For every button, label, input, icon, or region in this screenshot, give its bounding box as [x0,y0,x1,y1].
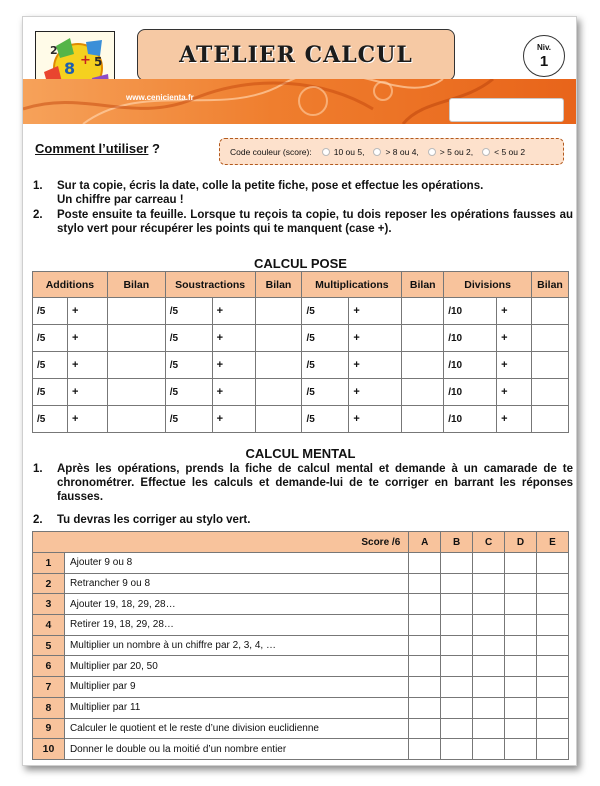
score-cell[interactable] [409,718,441,739]
score-cell[interactable] [473,697,505,718]
row-number: 6 [33,656,65,677]
table-row [33,677,569,698]
svg-text:2: 2 [50,44,58,57]
color-code-legend [219,138,564,165]
bilan-cell[interactable] [107,298,165,325]
legend-item-label: > 5 ou 2, [439,146,474,157]
score-cell[interactable] [441,635,473,656]
calcul-pose-table [32,271,569,433]
table-row [33,656,569,677]
score-cell: /5 [302,352,349,379]
plus-cell[interactable]: + [497,298,532,325]
row-label: Multiplier par 9 [64,677,408,698]
row-label: Ajouter 9 ou 8 [64,553,408,574]
instruction-number: 2. [33,209,43,221]
header-additions: Additions [33,272,108,298]
header-multiplications: Multiplications [302,272,402,298]
column-header: C [473,532,505,553]
row-label: Retrancher 9 ou 8 [64,573,408,594]
instruction-number: 1. [33,463,43,475]
score-cell[interactable] [537,739,569,760]
score-cell[interactable] [537,553,569,574]
score-cell[interactable] [409,635,441,656]
table-row [33,573,569,594]
legend-dot-icon [428,148,436,156]
score-cell[interactable] [505,739,537,760]
score-cell[interactable] [441,656,473,677]
score-cell[interactable] [409,697,441,718]
legend-item-label: 10 ou 5, [333,146,365,157]
plus-cell[interactable]: + [212,325,255,352]
score-cell[interactable] [473,739,505,760]
calcul-mental-title: CALCUL MENTAL [245,446,356,461]
table-row [33,697,569,718]
instruction-text: Après les opérations, prends la fiche de calcul mental et demande à un camarade de te chronométrer. Effectue les calculs et demande-lui de te corriger en barrant les réponses fausses. [57,463,573,503]
score-cell[interactable] [537,656,569,677]
plus-cell[interactable]: + [349,325,402,352]
row-label: Multiplier par 20, 50 [64,656,408,677]
instruction-item [33,208,573,236]
score-cell[interactable] [473,553,505,574]
row-number: 2 [33,573,65,594]
header-soustractions: Soustractions [165,272,255,298]
score-cell[interactable] [441,553,473,574]
legend-item-label: > 8 ou 4, [385,146,419,157]
plus-cell[interactable]: + [67,298,107,325]
score-cell[interactable] [537,635,569,656]
score-cell[interactable] [409,553,441,574]
howto-heading [35,141,160,156]
plus-cell[interactable]: + [212,298,255,325]
score-cell[interactable] [537,718,569,739]
score-cell: /5 [165,352,212,379]
score-cell: /10 [444,352,497,379]
table-row [33,739,569,760]
score-cell[interactable] [537,677,569,698]
header-bilan: Bilan [402,272,444,298]
score-cell[interactable] [409,573,441,594]
calcul-mental-table [32,531,569,760]
table-row [33,635,569,656]
bilan-cell[interactable] [255,325,302,352]
score-cell[interactable] [441,718,473,739]
howto-question-mark: ? [148,141,160,156]
plus-cell[interactable]: + [67,379,107,406]
legend-label: Code couleur (score): [230,146,312,157]
table-row [33,594,569,615]
column-header: E [537,532,569,553]
level-value: 1 [539,53,549,70]
instruction-item [33,513,573,527]
score-cell[interactable] [537,615,569,636]
score-cell: /10 [444,379,497,406]
plus-cell[interactable]: + [349,406,402,433]
plus-cell[interactable]: + [497,406,532,433]
legend-dot-icon [482,148,490,156]
score-cell: /5 [165,298,212,325]
bilan-cell[interactable] [402,298,444,325]
instruction-number: 1. [33,180,43,192]
row-label: Retirer 19, 18, 29, 28… [64,615,408,636]
score-cell[interactable] [441,739,473,760]
score-cell: /10 [444,298,497,325]
table-row [33,325,569,352]
plus-cell[interactable]: + [497,379,532,406]
score-cell[interactable] [441,573,473,594]
bilan-cell[interactable] [531,325,568,352]
bilan-cell[interactable] [402,406,444,433]
score-cell[interactable] [409,615,441,636]
svg-text:8: 8 [64,59,76,78]
score-cell[interactable] [441,615,473,636]
page-title: ATELIER CALCUL [179,42,413,68]
score-cell[interactable] [409,656,441,677]
score-cell[interactable] [505,656,537,677]
score-cell: /5 [33,298,68,325]
calcul-pose-title: CALCUL POSE [254,256,347,271]
table-row [33,379,569,406]
legend-dot-icon [373,148,381,156]
plus-cell[interactable]: + [212,352,255,379]
score-cell[interactable] [537,697,569,718]
score-cell[interactable] [505,677,537,698]
instruction-text: Poste ensuite ta feuille. Lorsque tu reçois ta copie, tu dois reposer les opérations fausses au stylo vert pour récupérer les points qui te manquent (case +). [57,209,573,235]
plus-cell[interactable]: + [67,325,107,352]
instruction-text: Tu devras les corriger au stylo vert. [57,514,251,526]
column-header: B [441,532,473,553]
name-field[interactable] [449,98,564,122]
instruction-number: 2. [33,514,43,526]
row-number: 10 [33,739,65,760]
bilan-cell[interactable] [107,325,165,352]
score-cell[interactable] [409,739,441,760]
plus-cell[interactable]: + [497,352,532,379]
instruction-item [33,179,573,207]
score-cell[interactable] [473,656,505,677]
row-number: 5 [33,635,65,656]
score-header: Score /6 [33,532,409,553]
legend-item [322,147,365,157]
header-divisions: Divisions [444,272,532,298]
instruction-item [33,462,573,504]
bilan-cell[interactable] [402,352,444,379]
bilan-cell[interactable] [531,352,568,379]
score-cell[interactable] [473,594,505,615]
score-cell: /5 [33,379,68,406]
bilan-cell[interactable] [531,379,568,406]
score-cell: /5 [302,406,349,433]
bilan-cell[interactable] [255,298,302,325]
row-label: Multiplier un nombre à un chiffre par 2, 3, 4, … [64,635,408,656]
plus-cell[interactable]: + [67,406,107,433]
table-row [33,615,569,636]
howto-title: Comment l’utiliser [35,141,149,156]
row-label: Calculer le quotient et le reste d’une division euclidienne [64,718,408,739]
bilan-cell[interactable] [531,406,568,433]
score-cell[interactable] [505,718,537,739]
svg-text:5: 5 [94,55,103,69]
score-cell[interactable] [505,635,537,656]
table-row [33,406,569,433]
score-cell[interactable] [473,615,505,636]
title-box [137,29,455,81]
level-badge [523,35,565,77]
instruction-text: Sur ta copie, écris la date, colle la petite fiche, pose et effectue les opérations. [57,180,484,192]
score-cell: /10 [444,406,497,433]
bilan-cell[interactable] [255,406,302,433]
bilan-cell[interactable] [531,298,568,325]
score-cell[interactable] [537,594,569,615]
score-cell[interactable] [409,677,441,698]
score-cell: /5 [33,406,68,433]
score-cell[interactable] [505,553,537,574]
row-label: Multiplier par 11 [64,697,408,718]
header-bilan: Bilan [531,272,568,298]
row-number: 1 [33,553,65,574]
score-cell[interactable] [505,594,537,615]
score-cell[interactable] [537,573,569,594]
score-cell[interactable] [505,615,537,636]
legend-dot-icon [322,148,330,156]
plus-cell[interactable]: + [212,379,255,406]
worksheet-page [22,16,577,766]
plus-cell[interactable]: + [497,325,532,352]
column-header: A [409,532,441,553]
bilan-cell[interactable] [402,325,444,352]
score-cell: /5 [165,406,212,433]
bilan-cell[interactable] [107,379,165,406]
table-row [33,553,569,574]
legend-item-label: < 5 ou 2 [494,146,526,157]
legend-item [373,147,418,157]
bilan-cell[interactable] [402,379,444,406]
row-label: Ajouter 19, 18, 29, 28… [64,594,408,615]
score-cell[interactable] [473,573,505,594]
row-number: 8 [33,697,65,718]
table-row [33,298,569,325]
score-cell[interactable] [441,594,473,615]
score-cell[interactable] [505,697,537,718]
row-number: 7 [33,677,65,698]
header-bilan: Bilan [255,272,302,298]
table-header-row [33,532,569,553]
score-cell: /5 [302,298,349,325]
legend-item [428,147,473,157]
score-cell: /5 [165,379,212,406]
score-cell: /5 [302,325,349,352]
plus-cell[interactable]: + [349,379,402,406]
score-cell: /5 [165,325,212,352]
plus-cell[interactable]: + [67,352,107,379]
score-cell[interactable] [473,635,505,656]
score-cell: /5 [33,352,68,379]
score-cell: /5 [33,325,68,352]
legend-item [482,147,525,157]
score-cell[interactable] [473,718,505,739]
score-cell: /10 [444,325,497,352]
bilan-cell[interactable] [107,406,165,433]
score-cell[interactable] [441,677,473,698]
svg-text:+: + [80,53,91,68]
row-number: 4 [33,615,65,636]
header-bilan: Bilan [107,272,165,298]
table-header-row [33,272,569,298]
website-link[interactable]: www.cenicienta.fr [126,93,194,102]
table-row [33,718,569,739]
score-cell[interactable] [473,677,505,698]
score-cell[interactable] [505,573,537,594]
bilan-cell[interactable] [255,352,302,379]
bilan-cell[interactable] [255,379,302,406]
row-label: Donner le double ou la moitié d’un nombre entier [64,739,408,760]
score-cell[interactable] [409,594,441,615]
row-number: 3 [33,594,65,615]
score-cell: /5 [302,379,349,406]
bilan-cell[interactable] [107,352,165,379]
table-row [33,352,569,379]
plus-cell[interactable]: + [212,406,255,433]
row-number: 9 [33,718,65,739]
instruction-subtext: Un chiffre par carreau ! [57,194,184,206]
plus-cell[interactable]: + [349,352,402,379]
score-cell[interactable] [441,697,473,718]
level-label: Niv. [536,43,552,52]
plus-cell[interactable]: + [349,298,402,325]
column-header: D [505,532,537,553]
